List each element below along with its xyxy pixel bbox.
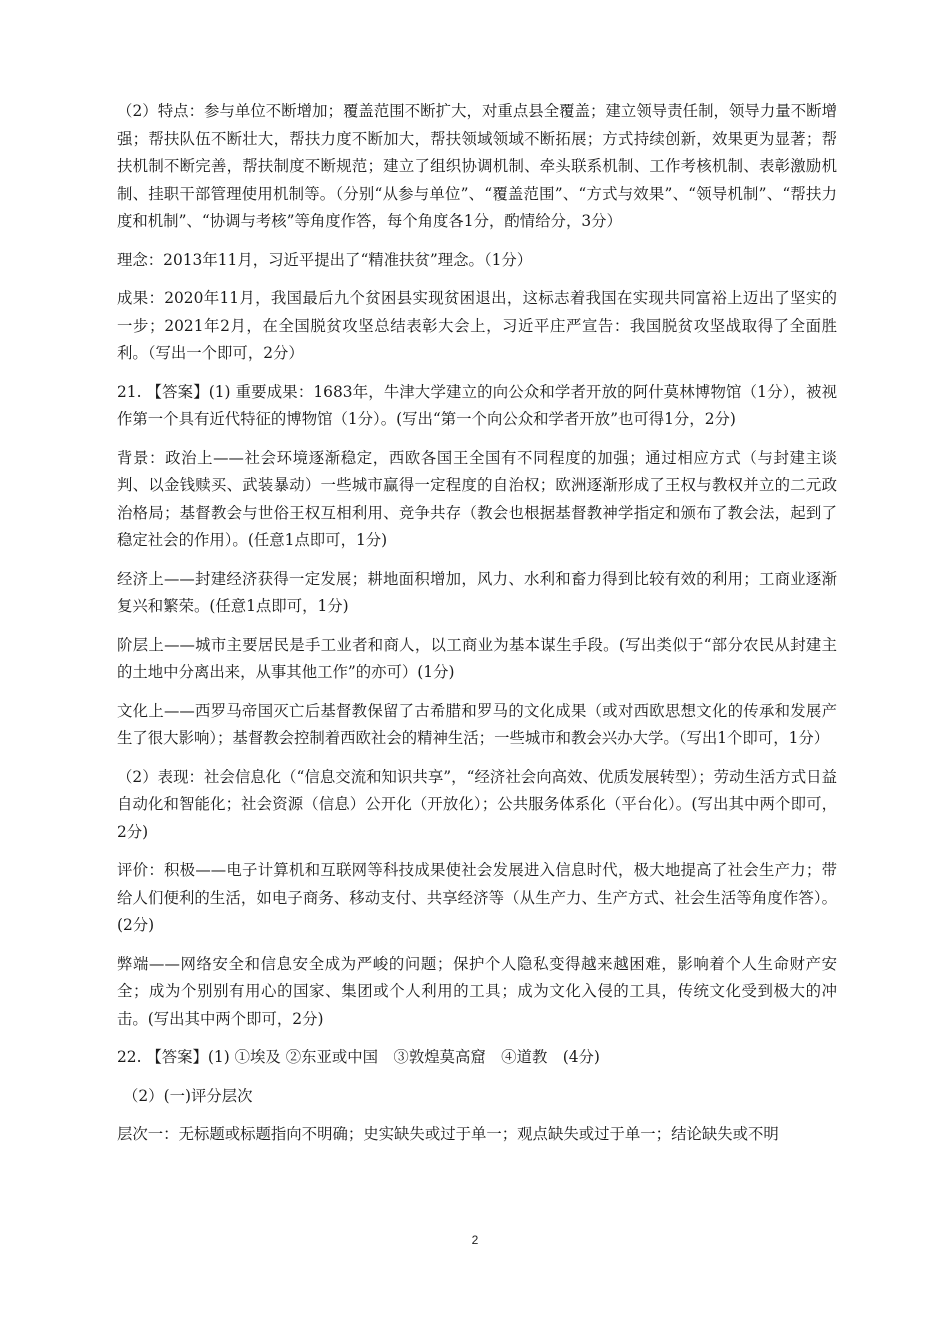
paragraph-manifestations: （2）表现：社会信息化（“信息交流和知识共享”，“经济社会向高效、优质发展转型）；劳动生活方式日益自动化和智能化；社会资源（信息）公开化（开放化）；公共服务体系化（平台化）。(写出其中两个即可，2分) — [117, 767, 837, 841]
paragraph-background-politics: 背景：政治上——社会环境逐渐稳定，西欧各国王全国有不同程度的加强；通过相应方式（与封建主谈判、以金钱赎买、武装暴动）一些城市赢得一定程度的自治权；欧洲逐渐形成了王权与教权并立的二元政治格局；基督教会与世俗王权互相利用、竞争共存（教会也根据基督教神学指定和颁布了教会法，起到了稳定社会的作用）。(任意1点即可，1分) — [117, 448, 837, 549]
paragraph-evaluation-negative: 弊端——网络安全和信息安全成为严峻的问题；保护个人隐私变得越来越困难，影响着个人生命财产安全；成为个别别有用心的国家、集团或个人利用的工具；成为文化入侵的工具，传统文化受到极大的冲击。(写出其中两个即可，2分) — [117, 954, 837, 1028]
paragraph-background-economy: 经济上——封建经济获得一定发展；耕地面积增加，风力、水利和畜力得到比较有效的利用；工商业逐渐复兴和繁荣。(任意1点即可，1分) — [117, 569, 837, 615]
paragraph-background-culture: 文化上——西罗马帝国灭亡后基督教保留了古希腊和罗马的文化成果（或对西欧思想文化的传承和发展产生了很大影响）；基督教会控制着西欧社会的精神生活；一些城市和教会兴办大学。（写出1个即可，1分） — [117, 701, 837, 747]
paragraph-background-class: 阶层上——城市主要居民是手工业者和商人，以工商业为基本谋生手段。(写出类似于“部分农民从封建主的土地中分离出来，从事其他工作”的亦可）(1分) — [117, 635, 837, 681]
paragraph-concept: 理念：2013年11月，习近平提出了“精准扶贫”理念。（1分） — [117, 250, 533, 269]
paragraph-evaluation-positive: 评价：积极——电子计算机和互联网等科技成果使社会发展进入信息时代，极大地提高了社会生产力；带给人们便利的生活，如电子商务、移动支付、共享经济等（从生产力、生产方式、社会生活等角度作答）。(2分) — [117, 861, 837, 934]
page-number: 2 — [471, 1233, 479, 1247]
paragraph-scoring-levels: （2）(一)评分层次 — [123, 1086, 253, 1105]
paragraph-q22-answer: 22. 【答案】(1) ①埃及 ②东亚或中国 ③敦煌莫高窟 ④道教 (4分) — [117, 1048, 600, 1066]
paragraph-features: （2）特点：参与单位不断增加；覆盖范围不断扩大，对重点县全覆盖；建立领导责任制，领导力量不断增强；帮扶队伍不断壮大，帮扶力度不断加大，帮扶领域领域不断拓展；方式持续创新，效果更为显著；帮扶机制不断完善，帮扶制度不断规范；建立了组织协调机制、牵头联系机制、工作考核机制、表彰激励机制、挂职干部管理使用机制等。（分别“从参与单位”、“覆盖范围”、“方式与效果”、“领导机制”、“帮扶力度和机制”、“协调与考核”等角度作答，每个角度各1分，酌情给分，3分） — [117, 102, 837, 230]
document-page — [117, 98, 837, 1160]
paragraph-q21-answer: 21. 【答案】(1) 重要成果：1683年，牛津大学建立的向公众和学者开放的阿什莫林博物馆（1分），被视作第一个具有近代特征的博物馆（1分）。(写出“第一个向公众和学者开放”也可得1分，2分) — [117, 382, 837, 428]
paragraph-level-one: 层次一：无标题或标题指向不明确；史实缺失或过于单一；观点缺失或过于单一；结论缺失或不明 — [117, 1125, 779, 1143]
paragraph-results: 成果：2020年11月，我国最后九个贫困县实现贫困退出，这标志着我国在实现共同富裕上迈出了坚实的一步；2021年2月，在全国脱贫攻坚总结表彰大会上，习近平庄严宣告：我国脱贫攻坚战取得了全面胜利。（写出一个即可，2分） — [117, 289, 837, 362]
